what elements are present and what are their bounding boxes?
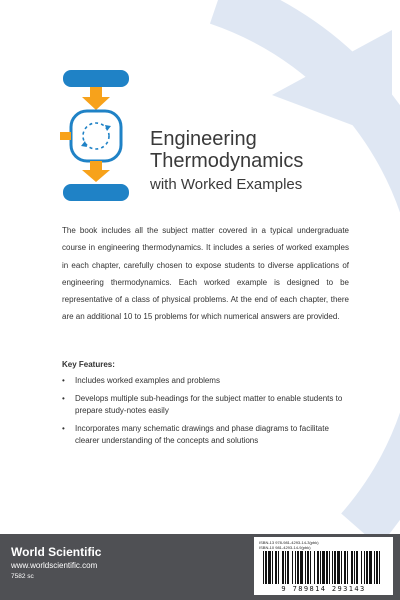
book-title-line-2: Thermodynamics (150, 150, 304, 172)
barcode-stripe (364, 551, 365, 584)
barcode-stripe (285, 551, 286, 584)
catalog-number: 7582 sc (11, 573, 34, 580)
barcode-stripe (376, 551, 378, 584)
barcode-stripe (326, 551, 328, 584)
barcode-stripe (292, 551, 293, 584)
list-item (62, 393, 352, 418)
logo-arrow-shaft-left (60, 132, 71, 140)
heat-cycle-logo-icon (60, 70, 132, 202)
bullet-icon: • (62, 376, 65, 385)
key-features-list (62, 375, 352, 453)
barcode-stripe (329, 551, 330, 584)
logo-cycle-dashed-circle (83, 123, 109, 149)
feature-text: Develops multiple sub-headings for the subject matter to enable students to prepare study-notes easily (75, 393, 343, 415)
barcode-stripe (307, 551, 309, 584)
barcode-panel (254, 537, 393, 595)
publisher-name: World Scientific (11, 545, 102, 559)
logo-arrow-shaft-bottom (90, 161, 102, 170)
logo-arrow-down-icon (82, 97, 110, 110)
logo-bottom-bar (63, 184, 129, 201)
barcode-stripe (297, 551, 299, 584)
barcode-stripe (351, 551, 353, 584)
barcode-stripe (317, 551, 319, 584)
isbn-13: ISBN-13 978-981-4293-14-3(pbk) (259, 540, 319, 545)
list-item (62, 375, 352, 388)
barcode-stripe (263, 551, 264, 584)
barcode-stripe (334, 551, 336, 584)
barcode-stripe (379, 551, 380, 584)
barcode-stripe (295, 551, 296, 584)
barcode-digits: 9 789814 293143 (281, 585, 366, 593)
barcode-stripe (272, 551, 273, 584)
barcode-stripe (275, 551, 277, 584)
barcode-stripe (265, 551, 267, 584)
barcode-stripe (361, 551, 362, 584)
logo-top-bar (63, 70, 129, 87)
book-subtitle: with Worked Examples (150, 176, 303, 193)
barcode-stripe (282, 551, 284, 584)
barcode-stripe (300, 551, 303, 584)
barcode-stripe (369, 551, 372, 584)
key-features-heading: Key Features: (62, 360, 115, 369)
barcode-stripe (374, 551, 375, 584)
bullet-icon: • (62, 393, 65, 403)
barcode-stripe (320, 551, 321, 584)
barcode-stripe (268, 551, 271, 584)
bullet-icon: • (62, 423, 65, 433)
barcode-stripe (347, 551, 348, 584)
feature-text: Includes worked examples and problems (75, 376, 220, 385)
barcode-stripe (278, 551, 279, 584)
publisher-footer (0, 534, 400, 600)
barcode-icon (261, 551, 385, 584)
feature-text: Incorporates many schematic drawings and phase diagrams to facilitate clearer understanding of the concepts and solutions (75, 423, 329, 445)
book-description: The book includes all the subject matter covered in a typical undergraduate course in engineering thermodynamics. It includes a series of worked examples in each chapter, carefully chosen to expose students to diverse applications of engineering thermodynamics. Each worked example is designed to be representative of a class of physical problems. At the end of each chapter, there are an additional 10 to 15 problems for which numerical answers are provided. (62, 226, 349, 322)
barcode-stripe (341, 551, 342, 584)
barcode-stripe (344, 551, 346, 584)
barcode-stripe (322, 551, 325, 584)
logo-arrow-down-icon (82, 170, 110, 182)
barcode-stripe (314, 551, 315, 584)
barcode-stripe (332, 551, 333, 584)
barcode-stripe (354, 551, 355, 584)
barcode-stripe (310, 551, 311, 584)
barcode-stripe (337, 551, 340, 584)
barcode-stripe (356, 551, 358, 584)
book-title-line-1: Engineering (150, 128, 257, 150)
barcode-stripe (305, 551, 306, 584)
isbn-10: ISBN-10 981-4293-14-9(pbk) (259, 545, 311, 550)
logo-cycle-frame (71, 111, 121, 161)
barcode-stripe (366, 551, 368, 584)
list-item (62, 423, 352, 448)
logo-arrow-shaft-top (90, 87, 102, 97)
barcode-stripe (287, 551, 289, 584)
publisher-url: www.worldscientific.com (11, 561, 98, 570)
